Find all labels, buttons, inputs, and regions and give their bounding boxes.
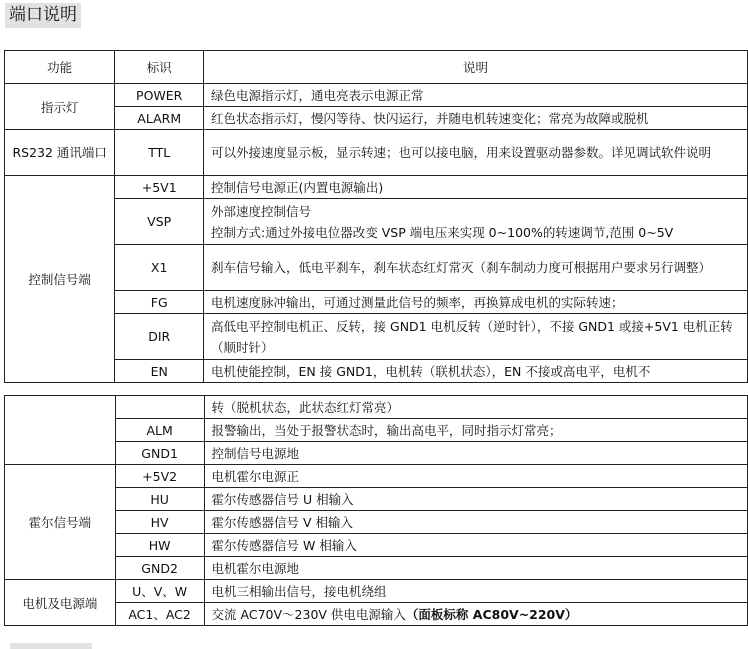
port-id: TTL [115,130,204,176]
table-row [5,488,748,511]
table-row [5,603,748,626]
port-table-part2 [4,395,748,626]
port-desc: 控制信号电源正(内置电源输出) [204,176,748,199]
table-row [5,534,748,557]
port-id: X1 [115,245,204,291]
header-function: 功能 [5,51,115,84]
port-desc: 控制信号电源地 [204,442,747,465]
group-rs232: RS232 通讯端口 [5,130,115,176]
port-id-empty [115,396,204,419]
port-desc: 电机霍尔电源正 [204,465,747,488]
port-desc-line: 外部速度控制信号 [211,203,312,219]
port-desc: 刹车信号输入，低电平刹车，刹车状态红灯常灭（刹车制动力度可根据用户要求另行调整） [204,245,748,291]
port-desc-text: 交流 AC70V～230V 供电电源输入 [211,606,406,622]
port-desc: 霍尔传感器信号 U 相输入 [204,488,747,511]
port-id: +5V2 [115,465,204,488]
table-row [5,511,748,534]
table-header-row [5,51,748,84]
group-hall: 霍尔信号端 [5,465,116,580]
group-control: 控制信号端 [5,176,115,383]
header-description: 说明 [204,51,748,84]
port-id: HU [115,488,204,511]
port-desc: 高低电平控制电机正、反转，接 GND1 电机反转（逆时针），不接 GND1 或接+5V1 电机正转（顺时针） [204,314,748,360]
table-row [5,291,748,314]
table-row [5,245,748,291]
port-desc: 电机使能控制，EN 接 GND1，电机转（联机状态），EN 不接或高电平，电机不 [204,360,748,383]
table-row [5,557,748,580]
port-id: VSP [115,199,204,245]
port-desc: 电机三相输出信号，接电机绕组 [204,580,747,603]
panel-rating-note: （面板标称 AC80V~220V） [405,606,578,622]
port-desc: 红色状态指示灯，慢闪等待、快闪运行，并随电机转速变化；常亮为故障或脱机 [204,107,748,130]
table-row [5,465,748,488]
table-row [5,84,748,107]
port-id: GND1 [115,442,204,465]
table-row [5,199,748,245]
port-id: POWER [115,84,204,107]
port-desc [204,603,747,626]
port-id: GND2 [115,557,204,580]
table-row [5,442,748,465]
page-title: 端口说明 [5,3,81,28]
port-desc: 霍尔传感器信号 V 相输入 [204,511,747,534]
port-id: FG [115,291,204,314]
table-row [5,314,748,360]
group-control-cont [5,396,116,465]
table-row [5,419,748,442]
port-id: ALM [115,419,204,442]
port-id: HV [115,511,204,534]
footer-heading-fragment [10,643,92,649]
header-label: 标识 [115,51,204,84]
port-id: AC1、AC2 [115,603,204,626]
table-row [5,396,748,419]
port-id: HW [115,534,204,557]
port-desc: 报警输出，当处于报警状态时，输出高电平，同时指示灯常亮； [204,419,747,442]
table-row [5,360,748,383]
group-power: 电机及电源端 [5,580,116,626]
port-desc: 转（脱机状态，此状态红灯常亮） [204,396,747,419]
table-row [5,580,748,603]
table-row [5,130,748,176]
port-desc: 绿色电源指示灯，通电亮表示电源正常 [204,84,748,107]
table-row [5,176,748,199]
group-indicator: 指示灯 [5,84,115,130]
port-id: U、V、W [115,580,204,603]
port-desc: 可以外接速度显示板，显示转速；也可以接电脑，用来设置驱动器参数。详见调试软件说明 [204,130,748,176]
port-desc: 电机速度脉冲输出，可通过测量此信号的频率，再换算成电机的实际转速； [204,291,748,314]
table-row [5,107,748,130]
port-desc [204,199,748,245]
port-id: ALARM [115,107,204,130]
port-table-part1 [4,50,748,383]
port-desc-line: 控制方式:通过外接电位器改变 VSP 端电压来实现 0~100%的转速调节,范围 0~5V [211,224,674,240]
port-id: DIR [115,314,204,360]
port-desc: 霍尔传感器信号 W 相输入 [204,534,747,557]
port-desc: 电机霍尔电源地 [204,557,747,580]
port-id: EN [115,360,204,383]
port-id: +5V1 [115,176,204,199]
